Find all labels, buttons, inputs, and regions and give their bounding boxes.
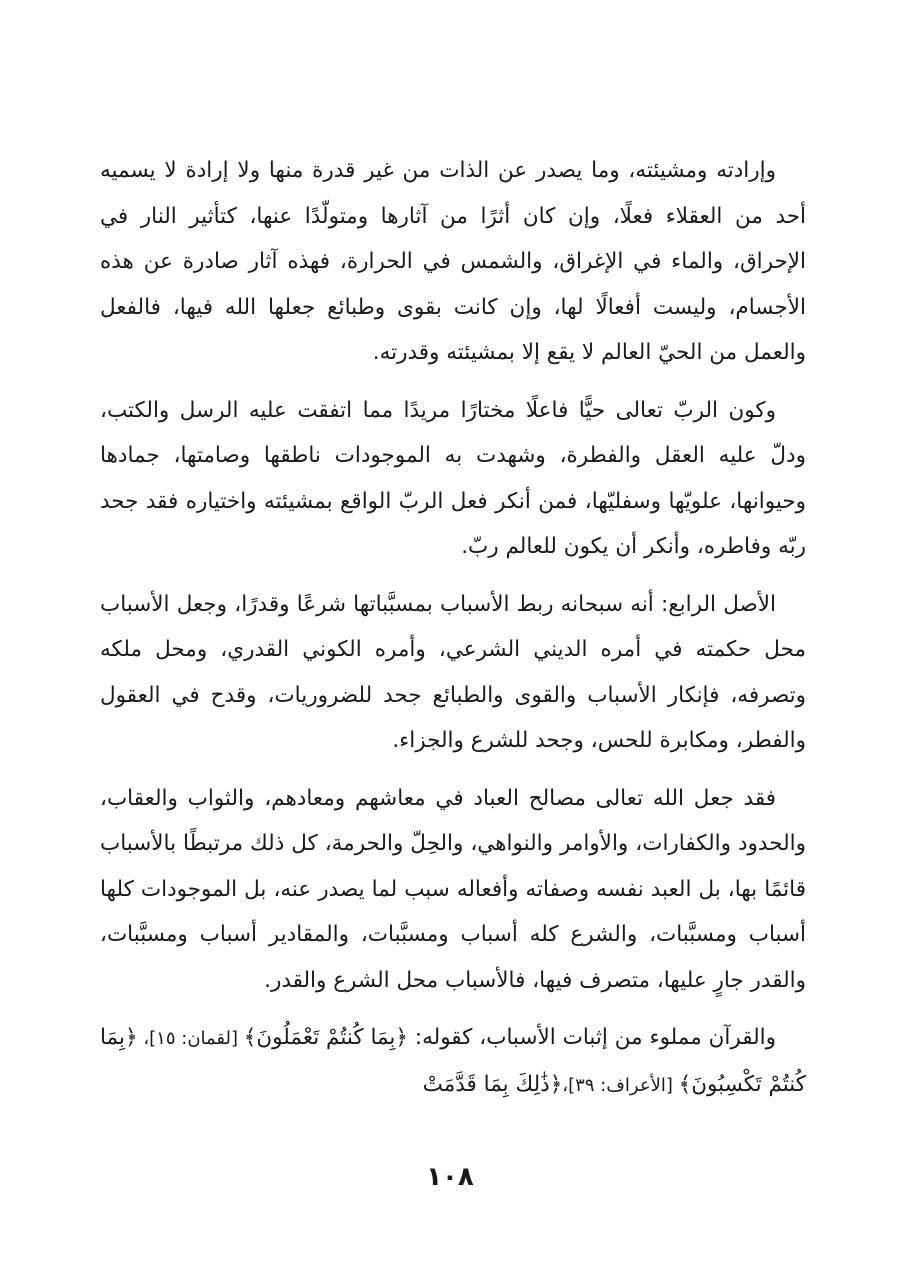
paragraph-2: وكون الربّ تعالى حيًّا فاعلًا مختارًا مريدًا مما اتفقت عليه الرسل والكتب، ودلّ عليه العقل والفطرة، وشهدت به الموجودات ناطقها وصامتها، جمادها وحيوانها، علويّها وسفليّها، فمن أنكر فعل الربّ الواقع بمشيئته واختياره فقد جحد ربّه وفاطره، وأنكر أن يكون للعالم ربّ. xyxy=(100,397,806,559)
page-body xyxy=(100,148,806,1120)
quran-verse-2: ﴿بِمَا كُنتُمْ تَكْسِبُونَ﴾ xyxy=(100,1025,806,1097)
quran-verse-1: ﴿بِمَا كُنتُمْ تَعْمَلُونَ﴾ xyxy=(243,1025,409,1050)
paragraph-5-intro: والقرآن مملوء من إثبات الأسباب، كقوله: xyxy=(408,1025,777,1050)
paragraph-1: وإرادته ومشيئته، وما يصدر عن الذات من غير قدرة منها ولا إرادة لا يسميه أحد من العقلاء فعلًا، وإن كان أثرًا من آثارها ومتولّدًا عنها، كتأثير النار في الإحراق، والماء في الإغراق، والشمس في الحرارة، فهذه آثار صادرة عن هذه الأجسام، وليست أفعالًا لها، وإن كانت بقوى وطبائع جعلها الله فيها، فالفعل والعمل من الحيّ العالم لا يقع إلا بمشيئته وقدرته. xyxy=(100,158,806,365)
paragraph-3: الأصل الرابع: أنه سبحانه ربط الأسباب بمسبَّباتها شرعًا وقدرًا، وجعل الأسباب محل حكمته في أمره الديني الشرعي، وأمره الكوني القدري، ومحل ملكه وتصرفه، فإنكار الأسباب والقوى والطبائع جحد للضروريات، وقدح في العقول والفطر، ومكابرة للحس، وجحد للشرع والجزاء. xyxy=(100,591,806,753)
quran-verse-3: ﴿ذَٰلِكَ بِمَا قَدَّمَتْ xyxy=(422,1071,563,1097)
paragraph-4: فقد جعل الله تعالى مصالح العباد في معاشهم ومعادهم، والثواب والعقاب، والحدود والكفارات، والأوامر والنواهي، والحِلّ والحرمة، كل ذلك مرتبطًا بالأسباب قائمًا بها، بل العبد نفسه وصفاته وأفعاله سبب لما يصدر عنه، بل الموجودات كلها أسباب ومسبَّبات، والشرع كله أسباب ومسبَّبات، والمقادير أسباب ومسبَّبات، والقدر جارٍ عليها، متصرف فيها، فالأسباب محل الشرع والقدر. xyxy=(100,785,806,993)
verse-reference-1: [لقمان: ١٥]، xyxy=(137,1028,244,1049)
verse-reference-2: [الأعراف: ٣٩]، xyxy=(562,1074,679,1096)
page-number: ١٠٨ xyxy=(426,1162,474,1192)
paragraph-5 xyxy=(100,1015,806,1108)
